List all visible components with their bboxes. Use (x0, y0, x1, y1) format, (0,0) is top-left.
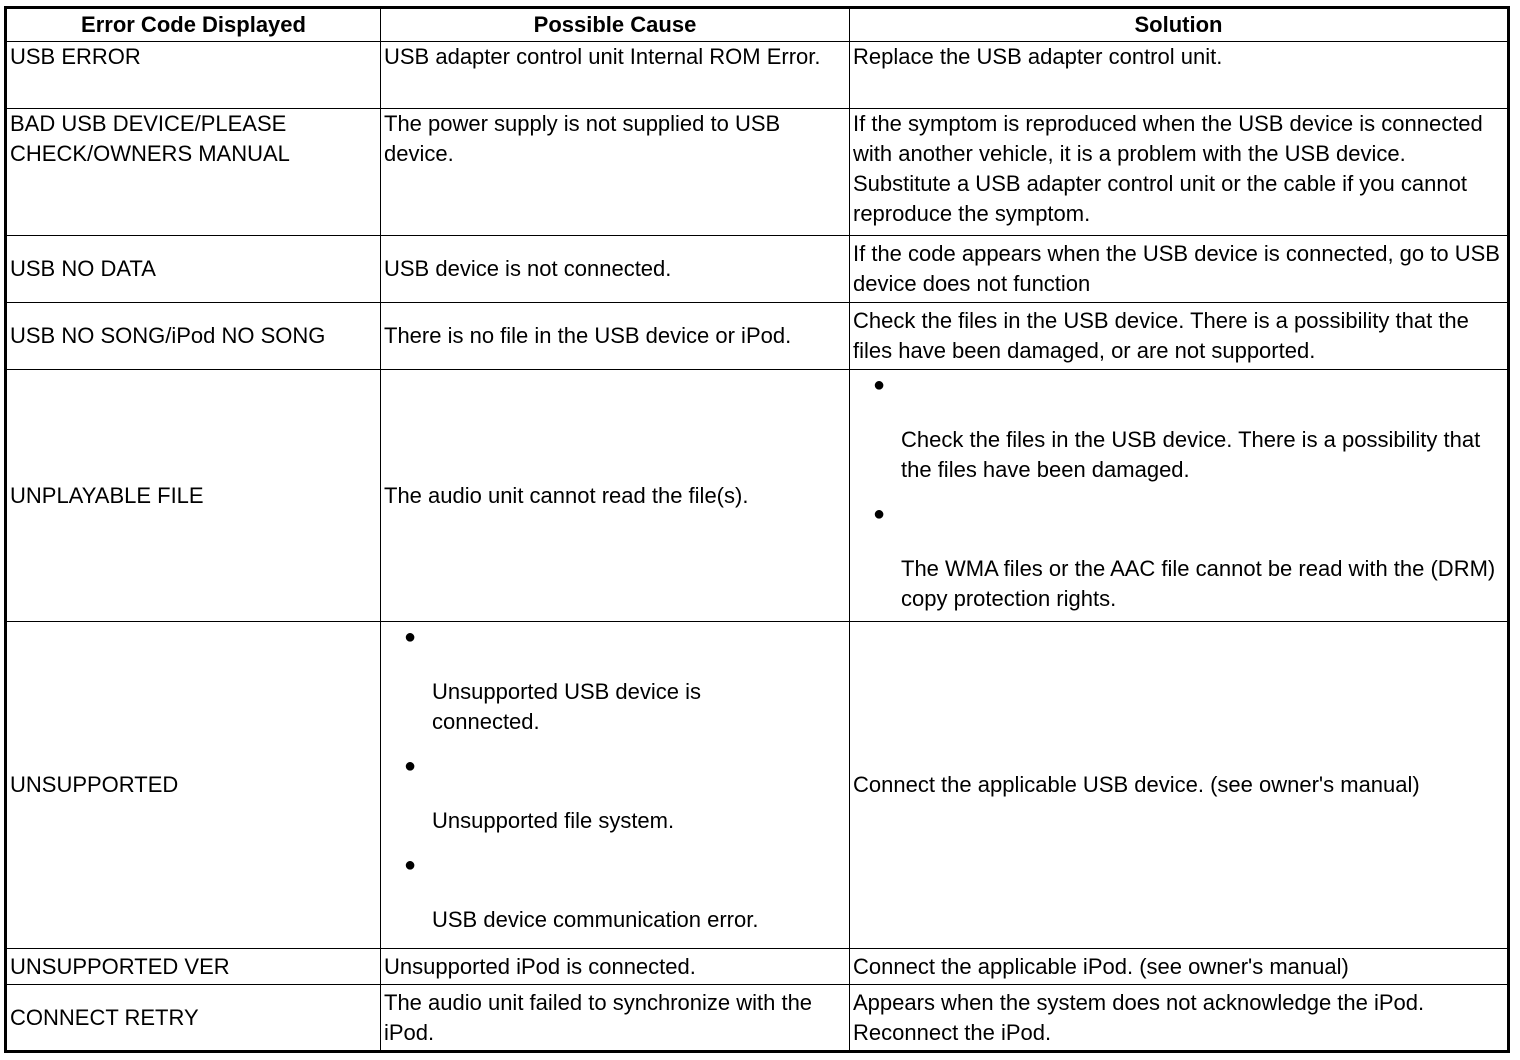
bullet-item (853, 499, 1504, 614)
table-row (6, 303, 1509, 370)
table-row (6, 370, 1509, 622)
error-code-cell: USB NO SONG/iPod NO SONG (6, 303, 381, 370)
header-possible-cause: Possible Cause (381, 8, 850, 42)
solution-cell: If the code appears when the USB device is connected, go to USB device does not function (850, 236, 1509, 303)
cause-cell: The audio unit cannot read the file(s). (381, 370, 850, 622)
error-code-cell: BAD USB DEVICE/PLEASE CHECK/OWNERS MANUAL (6, 109, 381, 236)
table-row (6, 236, 1509, 303)
cause-cell: USB adapter control unit Internal ROM Error. (381, 42, 850, 109)
table-row (6, 622, 1509, 949)
solution-cell (850, 370, 1509, 622)
error-code-cell: USB NO DATA (6, 236, 381, 303)
bullet-icon: ● (404, 854, 417, 876)
solution-cell: Connect the applicable iPod. (see owner's manual) (850, 949, 1509, 985)
table-row (6, 949, 1509, 985)
bullet-icon: ● (873, 503, 886, 525)
solution-cell: Connect the applicable USB device. (see owner's manual) (850, 622, 1509, 949)
bullet-item (853, 370, 1504, 485)
error-code-cell: USB ERROR (6, 42, 381, 109)
error-code-cell: UNSUPPORTED (6, 622, 381, 949)
cause-bullet-list (384, 622, 846, 935)
header-row (6, 8, 1509, 42)
bullet-item (384, 850, 846, 935)
bullet-text: Unsupported USB device is connected. (432, 679, 702, 734)
cause-cell: There is no file in the USB device or iPod. (381, 303, 850, 370)
error-code-cell: CONNECT RETRY (6, 985, 381, 1052)
bullet-icon: ● (404, 755, 417, 777)
bullet-text: USB device communication error. (432, 907, 759, 932)
solution-cell: Check the files in the USB device. There is a possibility that the files have been damaged, or are not supported. (850, 303, 1509, 370)
table-row (6, 42, 1509, 109)
error-code-cell: UNPLAYABLE FILE (6, 370, 381, 622)
solution-cell: If the symptom is reproduced when the USB device is connected with another vehicle, it is a problem with the USB device. Substitute a USB adapter control unit or the cable if you cannot reproduce the symptom. (850, 109, 1509, 236)
bullet-icon: ● (404, 626, 417, 648)
cause-cell: The power supply is not supplied to USB device. (381, 109, 850, 236)
cause-cell: USB device is not connected. (381, 236, 850, 303)
bullet-item (384, 622, 846, 737)
solution-bullet-list (853, 370, 1504, 614)
bullet-text: Check the files in the USB device. There is a possibility that the files have been damaged. (901, 427, 1481, 482)
solution-cell: Appears when the system does not acknowledge the iPod. Reconnect the iPod. (850, 985, 1509, 1052)
bullet-icon: ● (873, 374, 886, 396)
header-solution: Solution (850, 8, 1509, 42)
table-row (6, 985, 1509, 1052)
cause-cell: The audio unit failed to synchronize with the iPod. (381, 985, 850, 1052)
error-code-cell: UNSUPPORTED VER (6, 949, 381, 985)
bullet-text: The WMA files or the AAC file cannot be read with the (DRM) copy protection rights. (901, 556, 1496, 611)
bullet-text: Unsupported file system. (432, 808, 675, 833)
table-row (6, 109, 1509, 236)
bullet-item (384, 751, 846, 836)
cause-cell: Unsupported iPod is connected. (381, 949, 850, 985)
cause-cell (381, 622, 850, 949)
error-code-table (4, 6, 1510, 1053)
solution-cell: Replace the USB adapter control unit. (850, 42, 1509, 109)
header-error-code: Error Code Displayed (6, 8, 381, 42)
